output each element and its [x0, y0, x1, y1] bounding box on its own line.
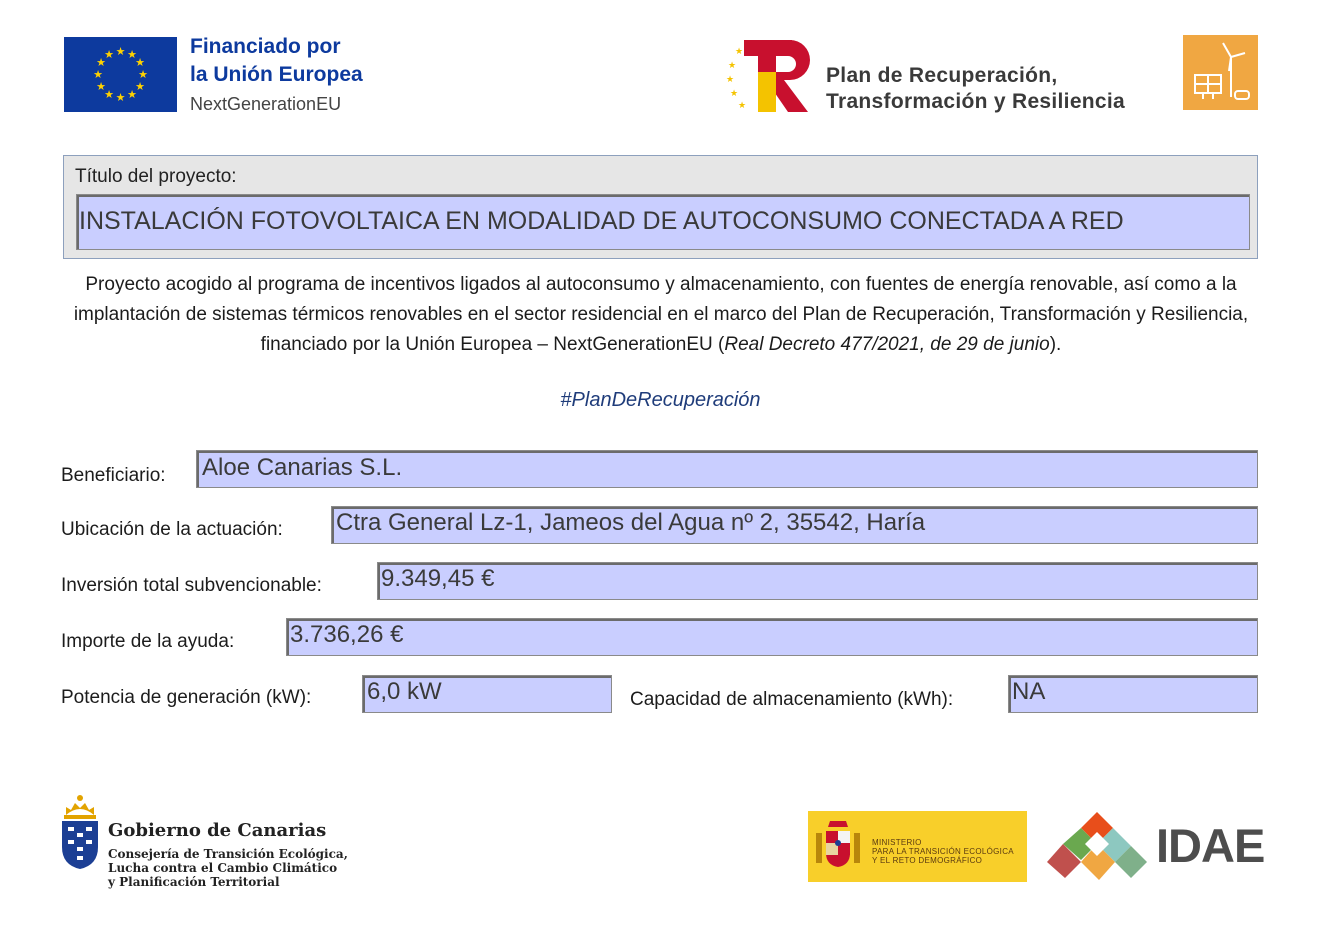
svg-text:★: ★	[104, 88, 114, 101]
idae-wordmark: IDAE	[1156, 819, 1265, 872]
gobierno-canarias-title: Gobierno de Canarias	[108, 820, 327, 841]
hashtag: #PlanDeRecuperación	[560, 389, 761, 411]
canarias-crest-icon	[58, 793, 102, 869]
idae-logo-mark	[1045, 810, 1149, 882]
potencia-value: 6,0 kW	[367, 678, 442, 705]
capacidad-value: NA	[1012, 678, 1046, 705]
capacidad-label: Capacidad de almacenamiento (kWh):	[630, 689, 954, 710]
importe-label: Importe de la ayuda:	[61, 631, 235, 652]
prtr-logo-mark	[725, 38, 817, 112]
prtr-title-line1: Plan de Recuperación,	[826, 64, 1058, 87]
consejeria-line3: y Planificación Territorial	[108, 875, 280, 889]
beneficiario-value: Aloe Canarias S.L.	[202, 454, 403, 481]
eu-flag-logo	[64, 37, 177, 112]
svg-text:★: ★	[737, 101, 747, 111]
consejeria-line2: Lucha contra el Cambio Climático	[108, 861, 338, 875]
svg-text:★: ★	[127, 48, 137, 61]
spain-coat-of-arms-icon	[808, 811, 868, 882]
description-end: ).	[1049, 334, 1062, 355]
solar-wind-energy-icon	[1183, 35, 1258, 110]
svg-text:★: ★	[115, 91, 126, 104]
svg-text:★: ★	[725, 75, 735, 85]
svg-text:★: ★	[115, 45, 126, 58]
potencia-label: Potencia de generación (kW):	[61, 687, 312, 708]
ministerio-line2: PARA LA TRANSICIÓN ECOLÓGICA	[872, 847, 1014, 856]
prtr-title-line2: Transformación y Resiliencia	[826, 90, 1126, 113]
svg-text:★: ★	[104, 48, 114, 61]
svg-text:★: ★	[96, 56, 106, 69]
description-text: Proyecto acogido al programa de incentivos ligados al autoconsumo y almacenamiento, con fuentes de energía renovable, así como a la implantación de sistemas térmicos renovables en el sector residencial en el marco del Plan de Recuperación, Transformación y Resiliencia, financiado por la Unión Europea – NextGenerationEU (	[73, 274, 1249, 355]
svg-text:★: ★	[93, 68, 103, 81]
svg-text:★: ★	[135, 80, 145, 93]
project-title-label: Título del proyecto:	[75, 166, 237, 187]
importe-field[interactable]	[286, 618, 1258, 656]
eu-nextgen-label: NextGenerationEU	[190, 94, 342, 114]
inversion-label: Inversión total subvencionable:	[61, 575, 322, 596]
eu-funded-line1: Financiado por	[190, 35, 341, 58]
svg-text:★: ★	[127, 88, 137, 101]
project-title-value: INSTALACIÓN FOTOVOLTAICA EN MODALIDAD DE AUTOCONSUMO CONECTADA A RED	[79, 207, 1124, 235]
decree-reference: Real Decreto 477/2021, de 29 de junio	[724, 334, 1050, 355]
beneficiario-label: Beneficiario:	[61, 465, 166, 486]
eu-funded-line2: la Unión Europea	[190, 63, 363, 86]
capacidad-field[interactable]	[1008, 675, 1258, 713]
svg-text:★: ★	[729, 89, 739, 99]
svg-text:★: ★	[96, 80, 106, 93]
svg-text:★: ★	[138, 68, 148, 81]
inversion-value: 9.349,45 €	[381, 565, 495, 592]
consejeria-line1: Consejería de Transición Ecológica,	[108, 847, 348, 861]
inversion-field[interactable]	[377, 562, 1258, 600]
svg-text:★: ★	[135, 56, 145, 69]
ubicacion-label: Ubicación de la actuación:	[61, 519, 283, 540]
program-description	[60, 270, 1262, 360]
importe-value: 3.736,26 €	[290, 621, 404, 648]
ministerio-line3: Y EL RETO DEMOGRÁFICO	[872, 856, 983, 865]
svg-text:★: ★	[734, 47, 744, 57]
eu-stars-icon	[64, 37, 177, 112]
ubicacion-value: Ctra General Lz-1, Jameos del Agua nº 2, 35542, Haría	[336, 509, 926, 536]
svg-text:★: ★	[727, 61, 737, 71]
ministerio-line1: MINISTERIO	[872, 838, 922, 847]
